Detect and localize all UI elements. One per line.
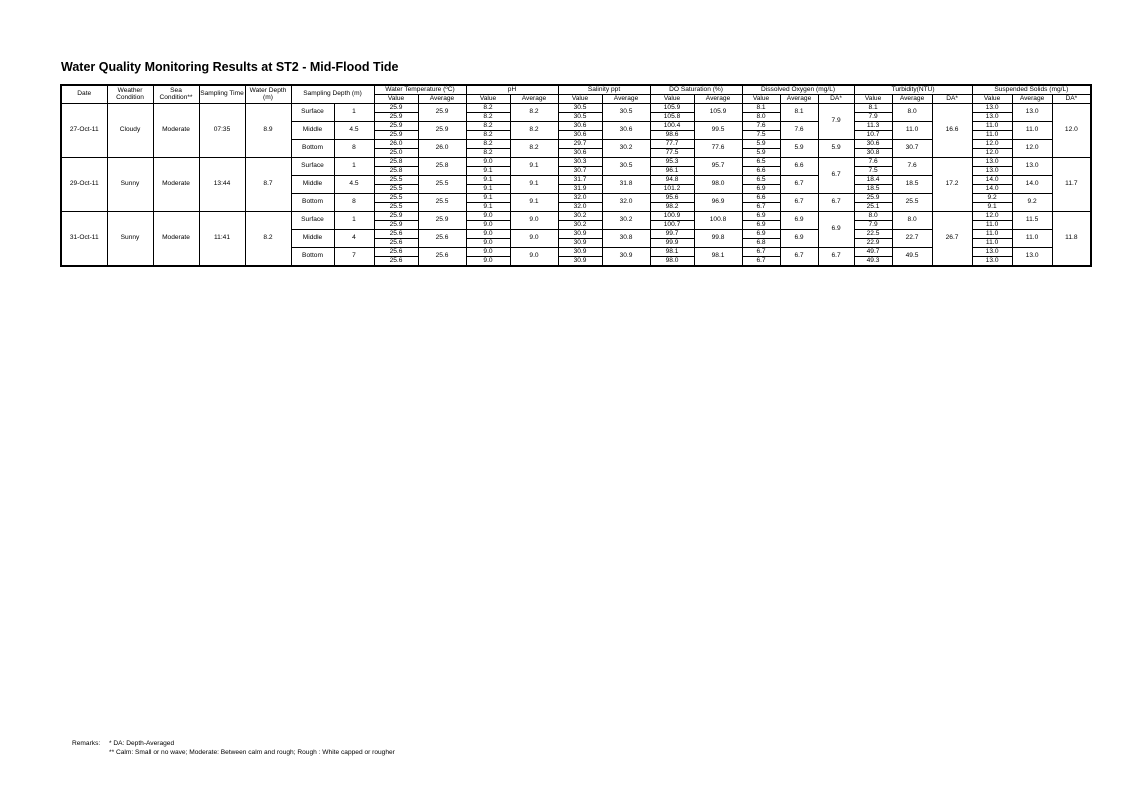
subheader-value: Value	[972, 95, 1012, 104]
cell-ph-value: 9.0	[466, 158, 510, 167]
cell-salinity-average: 30.6	[602, 122, 650, 140]
header-sea: Sea Condition**	[153, 85, 199, 104]
cell-dissolved-oxygen-value: 6.7	[742, 257, 780, 267]
cell-salinity-value: 30.9	[558, 257, 602, 267]
cell-ph-average: 9.1	[510, 194, 558, 212]
cell-date: 29-Oct-11	[61, 158, 107, 212]
cell-level-depth: 1	[334, 212, 374, 230]
cell-turbidity-average: 18.5	[892, 176, 932, 194]
cell-dissolved-oxygen-average: 6.7	[780, 176, 818, 194]
cell-suspended-solids-value: 13.0	[972, 104, 1012, 113]
cell-suspended-solids-average: 12.0	[1012, 140, 1052, 158]
cell-do-saturation-value: 98.0	[650, 257, 694, 267]
cell-turbidity-value: 30.8	[854, 149, 892, 158]
header-time: Sampling Time	[199, 85, 245, 104]
subheader-average: Average	[694, 95, 742, 104]
cell-do-saturation-average: 98.1	[694, 248, 742, 267]
header-temp: Water Temperature (ºC)	[374, 85, 466, 95]
table-body	[61, 104, 1091, 267]
cell-ph-average: 8.2	[510, 122, 558, 140]
cell-turbidity-value: 10.7	[854, 131, 892, 140]
cell-turbidity-value: 7.9	[854, 113, 892, 122]
cell-temp-average: 25.6	[418, 248, 466, 267]
cell-dissolved-oxygen-value: 5.9	[742, 140, 780, 149]
cell-do-saturation-average: 105.9	[694, 104, 742, 122]
cell-salinity-average: 30.5	[602, 158, 650, 176]
cell-salinity-average: 30.9	[602, 248, 650, 267]
cell-level-depth: 4	[334, 230, 374, 248]
cell-do-saturation-value: 99.7	[650, 230, 694, 239]
cell-turbidity-value: 22.5	[854, 230, 892, 239]
subheader-average: Average	[892, 95, 932, 104]
cell-weather: Sunny	[107, 212, 153, 267]
cell-suspended-solids-average: 9.2	[1012, 194, 1052, 212]
cell-suspended-solids-value: 13.0	[972, 167, 1012, 176]
cell-ph-average: 9.1	[510, 176, 558, 194]
cell-salinity-value: 30.9	[558, 239, 602, 248]
cell-suspended-solids-value: 11.0	[972, 221, 1012, 230]
cell-level-name: Middle	[291, 230, 334, 248]
cell-ph-value: 8.2	[466, 131, 510, 140]
cell-temp-value: 25.5	[374, 176, 418, 185]
cell-salinity-average: 30.2	[602, 212, 650, 230]
cell-turbidity-value: 49.3	[854, 257, 892, 267]
cell-temp-average: 25.6	[418, 230, 466, 248]
cell-suspended-solids-value: 12.0	[972, 140, 1012, 149]
cell-salinity-value: 29.7	[558, 140, 602, 149]
cell-ph-value: 8.2	[466, 113, 510, 122]
cell-turbidity-value: 25.9	[854, 194, 892, 203]
cell-date: 31-Oct-11	[61, 212, 107, 267]
cell-suspended-solids-average: 11.0	[1012, 230, 1052, 248]
cell-do-saturation-value: 96.1	[650, 167, 694, 176]
cell-ph-value: 8.2	[466, 140, 510, 149]
header-ph: pH	[466, 85, 558, 95]
cell-salinity-average: 30.2	[602, 140, 650, 158]
cell-dissolved-oxygen-average: 8.1	[780, 104, 818, 122]
subheader-value: Value	[650, 95, 694, 104]
cell-dissolved-oxygen-value: 8.0	[742, 113, 780, 122]
cell-suspended-solids-value: 11.0	[972, 230, 1012, 239]
cell-level-name: Bottom	[291, 248, 334, 267]
cell-weather: Sunny	[107, 158, 153, 212]
cell-suspended-solids-value: 11.0	[972, 131, 1012, 140]
subheader-da: DA*	[932, 95, 972, 104]
cell-suspended-solids-average: 11.5	[1012, 212, 1052, 230]
cell-temp-average: 25.9	[418, 212, 466, 230]
cell-suspended-solids-value: 12.0	[972, 212, 1012, 221]
subheader-average: Average	[418, 95, 466, 104]
cell-turbidity-average: 7.6	[892, 158, 932, 176]
cell-dissolved-oxygen-average: 7.6	[780, 122, 818, 140]
cell-turbidity-value: 7.9	[854, 221, 892, 230]
cell-level-depth: 4.5	[334, 122, 374, 140]
cell-suspended-solids-value: 9.2	[972, 194, 1012, 203]
cell-do-saturation-value: 94.8	[650, 176, 694, 185]
cell-level-name: Middle	[291, 122, 334, 140]
cell-temp-value: 25.8	[374, 167, 418, 176]
cell-ss-depth-averaged: 12.0	[1052, 104, 1091, 158]
cell-do-saturation-average: 100.8	[694, 212, 742, 230]
cell-do-saturation-value: 99.9	[650, 239, 694, 248]
cell-ph-average: 8.2	[510, 140, 558, 158]
cell-dissolved-oxygen-value: 6.9	[742, 221, 780, 230]
cell-dissolved-oxygen-value: 6.9	[742, 212, 780, 221]
cell-turbidity-value: 7.6	[854, 158, 892, 167]
cell-turbidity-average: 22.7	[892, 230, 932, 248]
cell-do-saturation-value: 95.3	[650, 158, 694, 167]
cell-sampling-time: 11:41	[199, 212, 245, 267]
cell-level-name: Bottom	[291, 194, 334, 212]
cell-salinity-value: 30.5	[558, 113, 602, 122]
cell-temp-value: 26.0	[374, 140, 418, 149]
cell-salinity-average: 30.5	[602, 104, 650, 122]
cell-dissolved-oxygen-value: 6.9	[742, 230, 780, 239]
cell-ph-average: 9.0	[510, 248, 558, 267]
cell-salinity-value: 30.7	[558, 167, 602, 176]
cell-suspended-solids-average: 13.0	[1012, 158, 1052, 176]
cell-do-saturation-average: 99.5	[694, 122, 742, 140]
cell-suspended-solids-value: 13.0	[972, 257, 1012, 267]
subheader-value: Value	[558, 95, 602, 104]
cell-salinity-average: 31.8	[602, 176, 650, 194]
remarks-line-2: ** Calm: Small or no wave; Moderate: Between calm and rough; Rough : White capped or rougher	[109, 749, 395, 756]
cell-ph-value: 9.1	[466, 167, 510, 176]
subheader-value: Value	[466, 95, 510, 104]
cell-ph-average: 8.2	[510, 104, 558, 122]
cell-temp-value: 25.5	[374, 203, 418, 212]
subheader-da: DA*	[1052, 95, 1091, 104]
cell-salinity-value: 30.5	[558, 104, 602, 113]
cell-do-saturation-value: 100.4	[650, 122, 694, 131]
cell-turbidity-value: 7.5	[854, 167, 892, 176]
cell-level-depth: 8	[334, 140, 374, 158]
cell-temp-value: 25.6	[374, 248, 418, 257]
cell-do-saturation-value: 101.2	[650, 185, 694, 194]
cell-turbidity-value: 18.4	[854, 176, 892, 185]
cell-suspended-solids-value: 13.0	[972, 113, 1012, 122]
cell-turbidity-depth-averaged: 26.7	[932, 212, 972, 267]
cell-dissolved-oxygen-value: 6.5	[742, 158, 780, 167]
cell-level-depth: 1	[334, 158, 374, 176]
cell-dissolved-oxygen-average: 6.7	[780, 194, 818, 212]
cell-turbidity-value: 18.5	[854, 185, 892, 194]
cell-ss-depth-averaged: 11.8	[1052, 212, 1091, 267]
cell-do-depth-averaged: 6.7	[818, 158, 854, 194]
cell-dissolved-oxygen-value: 6.6	[742, 194, 780, 203]
cell-sea-condition: Moderate	[153, 104, 199, 158]
cell-turbidity-average: 11.0	[892, 122, 932, 140]
cell-level-depth: 1	[334, 104, 374, 122]
remarks-label: Remarks:	[72, 740, 101, 747]
subheader-value: Value	[374, 95, 418, 104]
cell-suspended-solids-average: 14.0	[1012, 176, 1052, 194]
cell-ph-value: 8.2	[466, 104, 510, 113]
cell-turbidity-average: 8.0	[892, 104, 932, 122]
cell-salinity-value: 30.6	[558, 149, 602, 158]
cell-do-saturation-value: 100.9	[650, 212, 694, 221]
cell-dissolved-oxygen-average: 6.9	[780, 230, 818, 248]
cell-ph-value: 9.0	[466, 230, 510, 239]
cell-turbidity-value: 49.7	[854, 248, 892, 257]
cell-dissolved-oxygen-value: 8.1	[742, 104, 780, 113]
cell-do-depth-averaged: 7.9	[818, 104, 854, 140]
header-ss: Suspended Solids (mg/L)	[972, 85, 1091, 95]
cell-suspended-solids-value: 14.0	[972, 176, 1012, 185]
cell-dissolved-oxygen-average: 5.9	[780, 140, 818, 158]
cell-suspended-solids-average: 13.0	[1012, 104, 1052, 122]
table-row	[61, 104, 1091, 113]
cell-do-saturation-average: 77.6	[694, 140, 742, 158]
cell-salinity-value: 30.3	[558, 158, 602, 167]
cell-do-saturation-average: 95.7	[694, 158, 742, 176]
cell-dissolved-oxygen-value: 6.6	[742, 167, 780, 176]
cell-level-name: Middle	[291, 176, 334, 194]
cell-salinity-value: 30.9	[558, 230, 602, 239]
subheader-average: Average	[510, 95, 558, 104]
remarks-line-1: * DA: Depth-Averaged	[109, 740, 175, 747]
cell-ph-value: 9.1	[466, 185, 510, 194]
cell-suspended-solids-average: 11.0	[1012, 122, 1052, 140]
cell-temp-value: 25.9	[374, 131, 418, 140]
cell-do-saturation-value: 98.6	[650, 131, 694, 140]
header-sampling-depth: Sampling Depth (m)	[291, 85, 374, 104]
cell-suspended-solids-value: 11.0	[972, 122, 1012, 131]
cell-temp-value: 25.9	[374, 122, 418, 131]
cell-salinity-value: 30.9	[558, 248, 602, 257]
cell-temp-value: 25.9	[374, 104, 418, 113]
cell-dissolved-oxygen-average: 6.9	[780, 212, 818, 230]
cell-dissolved-oxygen-value: 6.9	[742, 185, 780, 194]
cell-temp-value: 25.9	[374, 221, 418, 230]
water-quality-table	[60, 84, 1092, 267]
cell-temp-average: 25.9	[418, 122, 466, 140]
cell-temp-value: 25.5	[374, 194, 418, 203]
cell-dissolved-oxygen-value: 6.8	[742, 239, 780, 248]
cell-level-depth: 7	[334, 248, 374, 267]
cell-suspended-solids-value: 12.0	[972, 149, 1012, 158]
cell-weather: Cloudy	[107, 104, 153, 158]
cell-temp-value: 25.5	[374, 185, 418, 194]
cell-temp-value: 25.8	[374, 158, 418, 167]
cell-suspended-solids-value: 11.0	[972, 239, 1012, 248]
cell-do-saturation-value: 77.5	[650, 149, 694, 158]
cell-ph-average: 9.0	[510, 212, 558, 230]
cell-temp-average: 26.0	[418, 140, 466, 158]
cell-turbidity-value: 25.1	[854, 203, 892, 212]
cell-ph-value: 9.1	[466, 203, 510, 212]
cell-level-name: Surface	[291, 104, 334, 122]
cell-sea-condition: Moderate	[153, 158, 199, 212]
cell-dissolved-oxygen-average: 6.6	[780, 158, 818, 176]
cell-sea-condition: Moderate	[153, 212, 199, 267]
cell-level-name: Surface	[291, 212, 334, 230]
cell-suspended-solids-value: 13.0	[972, 248, 1012, 257]
header-salinity: Salinity ppt	[558, 85, 650, 95]
cell-temp-average: 25.5	[418, 176, 466, 194]
cell-sampling-time: 07:35	[199, 104, 245, 158]
table-row	[61, 212, 1091, 221]
cell-ph-average: 9.1	[510, 158, 558, 176]
cell-dissolved-oxygen-value: 5.9	[742, 149, 780, 158]
header-do: Dissolved Oxygen (mg/L)	[742, 85, 854, 95]
cell-suspended-solids-average: 13.0	[1012, 248, 1052, 267]
cell-salinity-value: 30.6	[558, 131, 602, 140]
cell-salinity-value: 31.9	[558, 185, 602, 194]
cell-ph-value: 9.1	[466, 176, 510, 185]
cell-turbidity-value: 8.0	[854, 212, 892, 221]
cell-level-depth: 4.5	[334, 176, 374, 194]
cell-level-name: Bottom	[291, 140, 334, 158]
cell-turbidity-value: 8.1	[854, 104, 892, 113]
cell-temp-average: 25.5	[418, 194, 466, 212]
cell-do-saturation-value: 105.9	[650, 104, 694, 113]
subheader-da: DA*	[818, 95, 854, 104]
cell-suspended-solids-value: 9.1	[972, 203, 1012, 212]
cell-ph-value: 9.0	[466, 221, 510, 230]
header-turbidity: Turbidity(NTU)	[854, 85, 972, 95]
cell-do-saturation-value: 100.7	[650, 221, 694, 230]
cell-dissolved-oxygen-value: 6.7	[742, 248, 780, 257]
cell-temp-value: 25.0	[374, 149, 418, 158]
subheader-value: Value	[854, 95, 892, 104]
cell-dissolved-oxygen-value: 7.5	[742, 131, 780, 140]
cell-turbidity-value: 22.9	[854, 239, 892, 248]
cell-dissolved-oxygen-value: 7.6	[742, 122, 780, 131]
cell-salinity-value: 30.2	[558, 212, 602, 221]
cell-turbidity-average: 8.0	[892, 212, 932, 230]
cell-water-depth: 8.9	[245, 104, 291, 158]
cell-salinity-average: 32.0	[602, 194, 650, 212]
cell-ph-average: 9.0	[510, 230, 558, 248]
cell-ph-value: 9.0	[466, 248, 510, 257]
cell-ph-value: 9.1	[466, 194, 510, 203]
cell-salinity-value: 32.0	[558, 203, 602, 212]
cell-ss-depth-averaged: 11.7	[1052, 158, 1091, 212]
cell-turbidity-depth-averaged: 16.6	[932, 104, 972, 158]
subheader-average: Average	[1012, 95, 1052, 104]
header-do-sat: DO Saturation (%)	[650, 85, 742, 95]
cell-do-bottom-da: 5.9	[818, 140, 854, 158]
cell-temp-average: 25.9	[418, 104, 466, 122]
cell-ph-value: 9.0	[466, 239, 510, 248]
subheader-average: Average	[602, 95, 650, 104]
cell-ph-value: 8.2	[466, 122, 510, 131]
cell-turbidity-average: 30.7	[892, 140, 932, 158]
cell-temp-value: 25.6	[374, 230, 418, 239]
cell-turbidity-value: 11.3	[854, 122, 892, 131]
cell-temp-value: 25.9	[374, 212, 418, 221]
cell-do-saturation-value: 77.7	[650, 140, 694, 149]
cell-salinity-average: 30.8	[602, 230, 650, 248]
table-row	[61, 158, 1091, 167]
cell-temp-value: 25.9	[374, 113, 418, 122]
cell-temp-value: 25.6	[374, 239, 418, 248]
cell-date: 27-Oct-11	[61, 104, 107, 158]
cell-do-saturation-value: 95.6	[650, 194, 694, 203]
cell-ph-value: 9.0	[466, 212, 510, 221]
cell-salinity-value: 32.0	[558, 194, 602, 203]
cell-dissolved-oxygen-value: 6.7	[742, 203, 780, 212]
cell-do-saturation-average: 99.8	[694, 230, 742, 248]
cell-turbidity-average: 49.5	[892, 248, 932, 267]
cell-suspended-solids-value: 13.0	[972, 158, 1012, 167]
cell-dissolved-oxygen-value: 6.5	[742, 176, 780, 185]
cell-dissolved-oxygen-average: 6.7	[780, 248, 818, 267]
header-date: Date	[61, 85, 107, 104]
cell-ph-value: 8.2	[466, 149, 510, 158]
cell-salinity-value: 31.7	[558, 176, 602, 185]
cell-do-saturation-value: 98.1	[650, 248, 694, 257]
cell-temp-value: 25.6	[374, 257, 418, 267]
cell-do-saturation-value: 105.8	[650, 113, 694, 122]
subheader-value: Value	[742, 95, 780, 104]
cell-do-saturation-value: 98.2	[650, 203, 694, 212]
cell-level-name: Surface	[291, 158, 334, 176]
cell-do-saturation-average: 96.9	[694, 194, 742, 212]
cell-suspended-solids-value: 14.0	[972, 185, 1012, 194]
cell-do-saturation-average: 98.0	[694, 176, 742, 194]
cell-water-depth: 8.2	[245, 212, 291, 267]
header-depth: Water Depth (m)	[245, 85, 291, 104]
cell-temp-average: 25.8	[418, 158, 466, 176]
cell-salinity-value: 30.2	[558, 221, 602, 230]
cell-level-depth: 8	[334, 194, 374, 212]
cell-water-depth: 8.7	[245, 158, 291, 212]
cell-turbidity-average: 25.5	[892, 194, 932, 212]
subheader-average: Average	[780, 95, 818, 104]
cell-turbidity-value: 30.6	[854, 140, 892, 149]
table-header	[61, 85, 1091, 104]
cell-salinity-value: 30.6	[558, 122, 602, 131]
header-weather: Weather Condition	[107, 85, 153, 104]
cell-ph-value: 9.0	[466, 257, 510, 267]
cell-do-depth-averaged: 6.9	[818, 212, 854, 248]
cell-do-bottom-da: 6.7	[818, 194, 854, 212]
page-title: Water Quality Monitoring Results at ST2 - Mid-Flood Tide	[61, 60, 399, 74]
cell-sampling-time: 13:44	[199, 158, 245, 212]
cell-turbidity-depth-averaged: 17.2	[932, 158, 972, 212]
cell-do-bottom-da: 6.7	[818, 248, 854, 267]
